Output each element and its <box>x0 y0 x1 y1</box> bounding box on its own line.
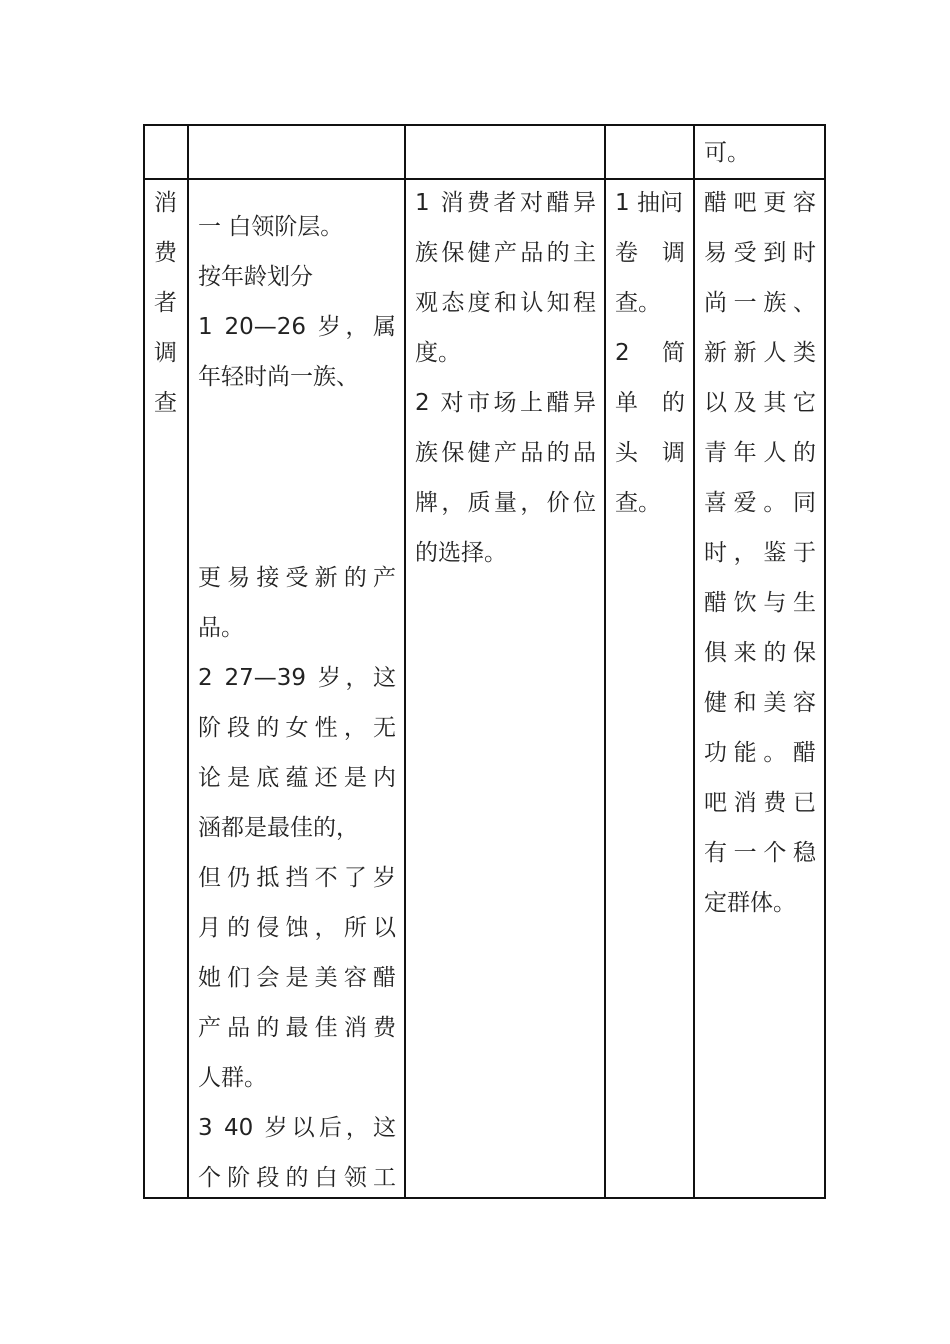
cell-line: 品。 <box>198 615 244 641</box>
cell-line: 单 的 <box>615 390 685 416</box>
cell-line: 健和美容 <box>704 690 816 716</box>
cell-line: 俱来的保 <box>704 640 816 666</box>
cell-line: 按年龄划分 <box>198 264 313 290</box>
cell-line: 时，鉴于 <box>704 540 816 566</box>
cell-line: 青年人的 <box>704 440 816 466</box>
cell-line: 新新人类 <box>704 340 816 366</box>
cell-line: 1 消费者对醋异 <box>415 190 596 216</box>
cell-line: 定群体。 <box>704 890 796 916</box>
cell-line: 月的侵蚀，所以 <box>198 915 396 941</box>
cell-text: 可。 <box>704 140 750 166</box>
row2-col4-cell <box>615 178 685 528</box>
cell-line: 度。 <box>415 340 461 366</box>
cell-line: 牌，质量，价位 <box>415 490 596 516</box>
cell-line: 喜爱。同 <box>704 490 816 516</box>
cell-line: 1 抽问 <box>615 190 683 216</box>
column-divider <box>187 124 189 1199</box>
heading-char: 查 <box>154 390 177 416</box>
cell-line: 她们会是美容醋 <box>198 965 396 991</box>
cell-line: 人群。 <box>198 1065 267 1091</box>
cell-line: 3 40 岁以后，这 <box>198 1115 396 1141</box>
cell-line: 涵都是最佳的， <box>198 815 359 841</box>
row2-col3-cell <box>415 178 596 578</box>
cell-line: 年轻时尚一族、 <box>198 364 359 390</box>
cell-line: 查。 <box>615 490 661 516</box>
cell-line: 以及其它 <box>704 390 816 416</box>
cell-line: 醋吧更容 <box>704 190 816 216</box>
row2-col2-cell-lower <box>198 553 396 1203</box>
cell-line: 的选择。 <box>415 540 507 566</box>
table-top-border <box>143 124 826 126</box>
cell-line: 更易接受新的产 <box>198 565 396 591</box>
row2-col5-cell <box>704 178 816 928</box>
cell-line: 醋饮与生 <box>704 590 816 616</box>
cell-line: 观态度和认知程 <box>415 290 596 316</box>
cell-line: 功能。醋 <box>704 740 816 766</box>
cell-line: 头 调 <box>615 440 685 466</box>
cell-line: 族保健产品的品 <box>415 440 596 466</box>
cell-line: 个阶段的白领工 <box>198 1165 396 1191</box>
cell-line: 但仍抵挡不了岁 <box>198 865 396 891</box>
cell-line: 1 20—26 岁，属 <box>198 314 396 340</box>
cell-line: 2 简 <box>615 340 685 366</box>
column-divider <box>693 124 695 1199</box>
cell-line: 查。 <box>615 290 661 316</box>
column-divider <box>143 124 145 1199</box>
heading-char: 消 <box>154 190 177 216</box>
cell-line: 族保健产品的主 <box>415 240 596 266</box>
row2-col1-heading <box>154 178 180 428</box>
cell-line: 阶段的女性，无 <box>198 715 396 741</box>
cell-line: 2 27—39 岁，这 <box>198 665 396 691</box>
cell-line: 有一个稳 <box>704 840 816 866</box>
cell-line: 2 对市场上醋异 <box>415 390 596 416</box>
heading-char: 调 <box>154 340 177 366</box>
column-divider <box>824 124 826 1199</box>
heading-char: 费 <box>154 240 177 266</box>
cell-line: 卷 调 <box>615 240 685 266</box>
cell-line: 论是底蕴还是内 <box>198 765 396 791</box>
heading-char: 者 <box>154 290 177 316</box>
column-divider <box>404 124 406 1199</box>
row2-col2-cell-upper <box>198 202 396 402</box>
cell-line: 吧消费已 <box>704 790 816 816</box>
cell-line: 尚一族、 <box>704 290 816 316</box>
cell-line: 产品的最佳消费 <box>198 1015 396 1041</box>
row1-col5-cell <box>704 128 816 178</box>
cell-line: 一 白领阶层。 <box>198 214 344 240</box>
cell-line: 易受到时 <box>704 240 816 266</box>
column-divider <box>604 124 606 1199</box>
